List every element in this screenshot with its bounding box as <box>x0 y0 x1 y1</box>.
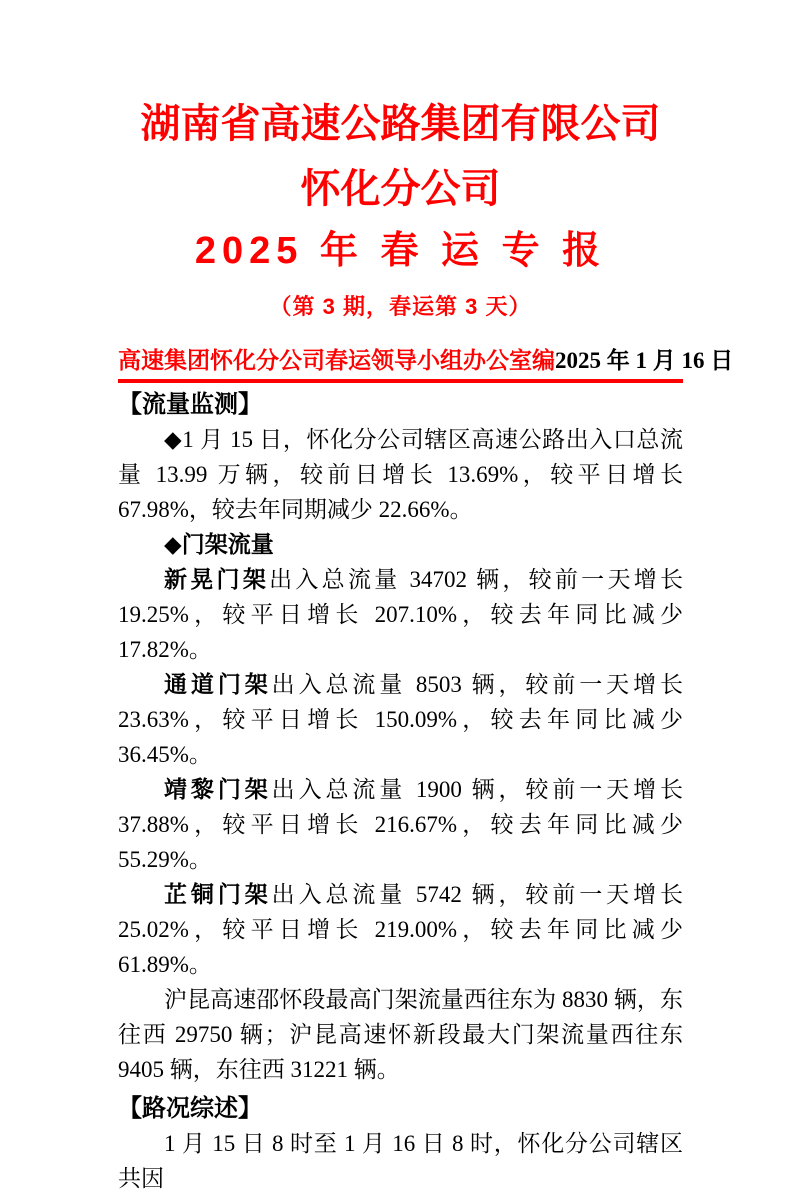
gantry-flow-subheading: ◆门架流量 <box>164 531 274 557</box>
org-title-line2: 怀化分公司 <box>300 167 501 211</box>
gantry-detail: 出入总流量 1900 辆，较前一天增长 37.88%，较平日增长 216.67%，较去年同比减少 55.29%。 <box>118 777 684 872</box>
masthead-editor: 高速集团怀化分公司春运领导小组办公室编 <box>118 347 555 373</box>
masthead-date: 2025 年 1 月 16 日 <box>555 348 734 373</box>
org-title-line1: 湖南省高速公路集团有限公司 <box>140 102 661 146</box>
road-section-heading: 【路况综述】 <box>118 1095 262 1122</box>
gantry-detail: 出入总流量 8503 辆，较前一天增长 23.63%，较平日增长 150.09%，较去年同比减少 36.45%。 <box>118 672 684 767</box>
report-title: 2025 年 春 运 专 报 <box>194 230 607 272</box>
gantry-paragraph-jingli <box>118 772 683 877</box>
gantry-paragraph-tongdao <box>118 667 683 772</box>
issue-note: （第 3 期，春运第 3 天） <box>269 294 532 319</box>
masthead <box>118 347 734 374</box>
gantry-detail: 出入总流量 5742 辆，较前一天增长 25.02%，较平日增长 219.00%，较去年同比减少 61.89%。 <box>118 882 684 977</box>
road-opening-paragraph: 1 月 15 日 8 时至 1 月 16 日 8 时，怀化分公司辖区共因 <box>118 1131 683 1191</box>
gantry-paragraph-xinhuang <box>118 562 683 667</box>
gantry-name: 靖黎门架 <box>164 776 272 802</box>
masthead-divider <box>118 379 683 383</box>
gantry-name: 新晃门架 <box>164 566 270 592</box>
gantry-name: 通道门架 <box>164 671 272 697</box>
traffic-summary-paragraph: ◆1 月 15 日，怀化分公司辖区高速公路出入口总流量 13.99 万辆，较前日增长 13.69%，较平日增长 67.98%，较去年同期减少 22.66%。 <box>118 427 683 522</box>
hukun-flow-paragraph: 沪昆高速邵怀段最高门架流量西往东为 8830 辆，东往西 29750 辆；沪昆高速怀新段最大门架流量西往东 9405 辆，东往西 31221 辆。 <box>118 987 683 1082</box>
gantry-paragraph-zhitong <box>118 877 683 982</box>
gantry-name: 芷铜门架 <box>164 881 272 907</box>
traffic-section-heading: 【流量监测】 <box>118 391 262 418</box>
gantry-detail: 出入总流量 34702 辆，较前一天增长 19.25%，较平日增长 207.10%，较去年同比减少 17.82%。 <box>118 567 684 662</box>
